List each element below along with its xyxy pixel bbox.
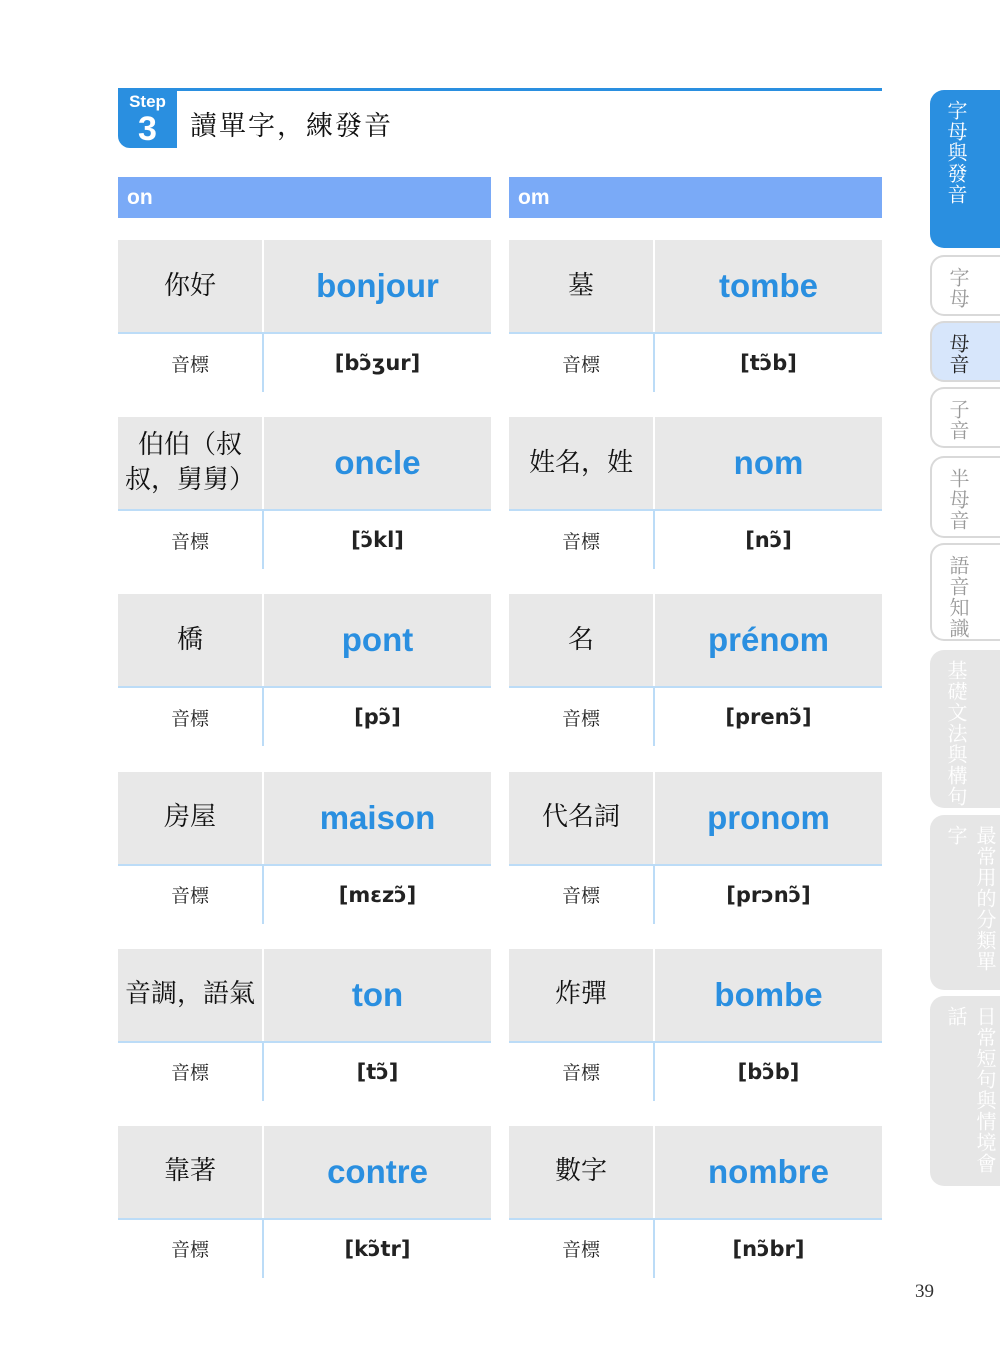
tab-letters-and-pronunciation[interactable]: [930, 90, 1000, 248]
chinese-meaning: 橋: [118, 594, 264, 686]
vocab-entry: [509, 949, 882, 1126]
vocab-entry: [509, 1126, 882, 1303]
chinese-meaning: 墓: [509, 240, 655, 332]
ipa-transcription: [nɔ̃]: [745, 528, 792, 553]
french-word: maison: [319, 798, 436, 836]
tab-label: 日常短句與情境會話: [944, 1006, 997, 1174]
ipa-transcription: [prɔnɔ̃]: [726, 882, 811, 907]
tab-label: 母音: [946, 333, 970, 375]
step-word: Step: [129, 92, 166, 111]
chinese-meaning: 你好: [118, 240, 264, 332]
french-word: pronom: [707, 798, 830, 836]
ipa-transcription: [ɔ̃kl]: [351, 528, 404, 553]
page-number: 39: [915, 1281, 934, 1302]
ipa-label: 音標: [118, 866, 264, 924]
tab-phonetics-knowledge[interactable]: [930, 543, 1000, 641]
ipa-label: 音標: [118, 688, 264, 746]
ipa-label: 音標: [118, 1220, 264, 1278]
column-heading: om: [509, 177, 882, 218]
tab-label: 子音: [946, 399, 970, 441]
vocab-entry: [509, 594, 882, 771]
vocab-entry: [118, 417, 491, 594]
ipa-label: 音標: [509, 688, 655, 746]
column-on: [118, 177, 491, 1303]
ipa-label: 音標: [118, 511, 264, 569]
chinese-meaning: 名: [509, 594, 655, 686]
ipa-label: 音標: [509, 511, 655, 569]
ipa-transcription: [bɔ̃ʒur]: [334, 351, 421, 375]
tab-label: 最常用的分類單字: [944, 825, 997, 972]
french-word: bonjour: [316, 267, 439, 304]
chinese-meaning: 姓名，姓: [509, 417, 655, 509]
vocab-entry: [118, 772, 491, 949]
step-badge: [118, 90, 177, 148]
tab-vocabulary[interactable]: [930, 815, 1000, 990]
chinese-meaning: 音調，語氣: [118, 949, 264, 1041]
vocab-entry: [118, 1126, 491, 1303]
french-word: contre: [327, 1152, 428, 1190]
tab-label: 語音知識: [946, 555, 970, 639]
ipa-transcription: [pɔ̃]: [354, 705, 401, 730]
tab-label: 基礎文法與構句: [944, 660, 968, 807]
vocab-entry: [509, 240, 882, 417]
ipa-transcription: [mɛzɔ̃]: [338, 882, 417, 907]
tab-label: 字母: [946, 267, 970, 309]
header-rule: [118, 88, 882, 91]
tab-vowels[interactable]: [930, 321, 1000, 382]
french-word: nombre: [707, 1152, 829, 1190]
french-word: pont: [341, 621, 414, 659]
ipa-transcription: [prenɔ̃]: [725, 705, 812, 730]
chinese-meaning: 房屋: [118, 772, 264, 864]
french-word: bombe: [714, 975, 823, 1013]
tab-label: 半母音: [946, 468, 970, 531]
ipa-transcription: [kɔ̃tr]: [344, 1236, 411, 1261]
vocab-entry: [509, 772, 882, 949]
french-word: tombe: [719, 267, 818, 304]
french-word: prénom: [707, 621, 829, 659]
chinese-meaning: 代名詞: [509, 772, 655, 864]
tab-letters[interactable]: [930, 255, 1000, 316]
column-heading: on: [118, 177, 491, 218]
ipa-transcription: [nɔ̃br]: [732, 1236, 805, 1261]
ipa-transcription: [tɔ̃b]: [740, 351, 797, 375]
ipa-label: 音標: [118, 334, 264, 392]
vocab-entry: [118, 240, 491, 417]
column-om: [509, 177, 882, 1303]
chinese-meaning: 數字: [509, 1126, 655, 1218]
ipa-transcription: [tɔ̃]: [356, 1059, 399, 1084]
vocab-entry: [118, 594, 491, 771]
ipa-label: 音標: [509, 1043, 655, 1101]
tab-consonants[interactable]: [930, 387, 1000, 448]
chinese-meaning: 炸彈: [509, 949, 655, 1041]
ipa-label: 音標: [118, 1043, 264, 1101]
tab-grammar[interactable]: [930, 650, 1000, 808]
tab-daily-phrases[interactable]: [930, 996, 1000, 1186]
step-number: 3: [138, 110, 157, 148]
tab-semivowels[interactable]: [930, 456, 1000, 538]
section-title: 讀單字，練發音: [190, 111, 393, 142]
french-word: oncle: [334, 444, 421, 482]
french-word: nom: [733, 444, 804, 482]
ipa-transcription: [bɔ̃b]: [737, 1059, 800, 1084]
vocab-entry: [118, 949, 491, 1126]
ipa-label: 音標: [509, 1220, 655, 1278]
ipa-label: 音標: [509, 334, 655, 392]
ipa-label: 音標: [509, 866, 655, 924]
chinese-meaning: 靠著: [118, 1126, 264, 1218]
chinese-meaning: 伯伯（叔叔，舅舅）: [118, 417, 264, 509]
vocab-entry: [509, 417, 882, 594]
french-word: ton: [351, 975, 404, 1013]
tab-label: 字母與發音: [944, 100, 968, 205]
